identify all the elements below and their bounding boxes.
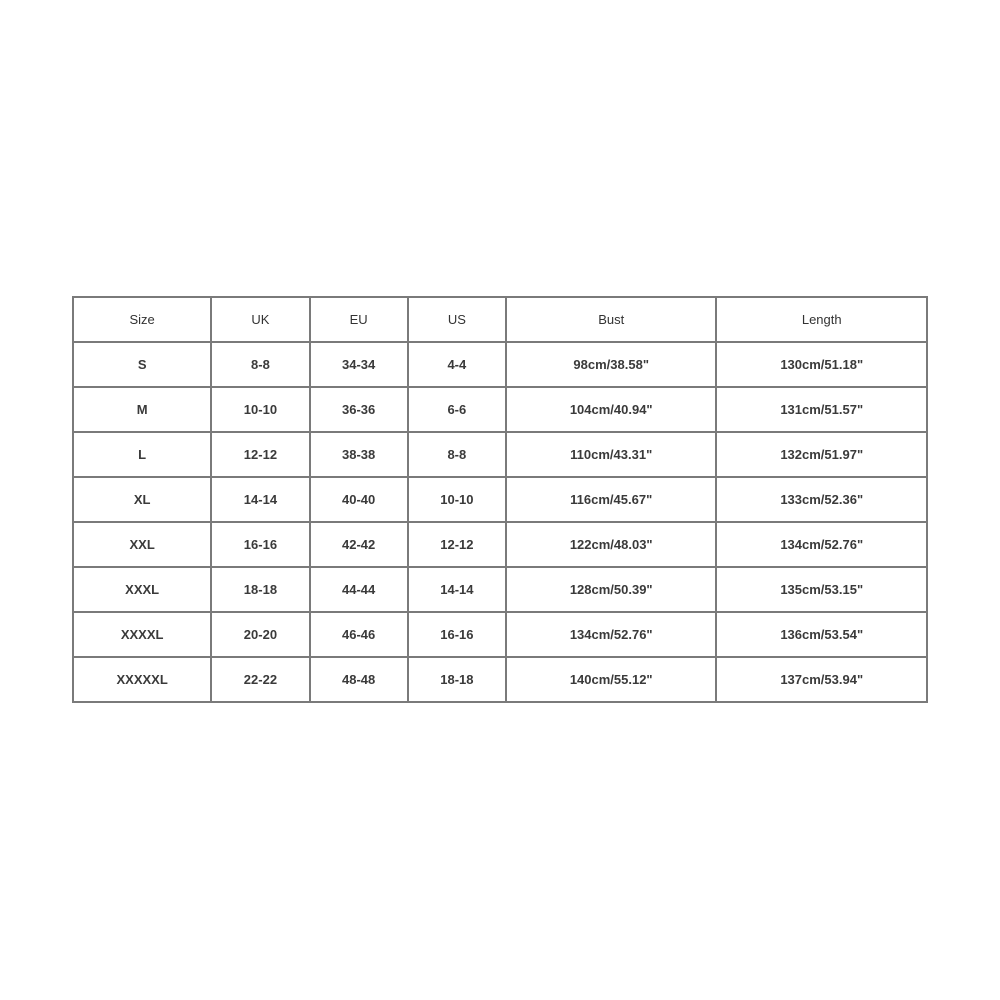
cell-us: 8-8: [408, 432, 506, 477]
cell-eu: 46-46: [310, 612, 408, 657]
cell-length: 134cm/52.76": [716, 522, 927, 567]
cell-uk: 8-8: [211, 342, 309, 387]
cell-uk: 12-12: [211, 432, 309, 477]
cell-size: XXXXXL: [73, 657, 211, 702]
cell-uk: 16-16: [211, 522, 309, 567]
cell-us: 14-14: [408, 567, 506, 612]
cell-bust: 104cm/40.94": [506, 387, 716, 432]
cell-bust: 110cm/43.31": [506, 432, 716, 477]
table-row: [73, 432, 927, 477]
table-row: [73, 387, 927, 432]
cell-size: XXL: [73, 522, 211, 567]
cell-uk: 20-20: [211, 612, 309, 657]
cell-length: 136cm/53.54": [716, 612, 927, 657]
cell-bust: 116cm/45.67": [506, 477, 716, 522]
table-row: [73, 342, 927, 387]
cell-eu: 34-34: [310, 342, 408, 387]
cell-uk: 18-18: [211, 567, 309, 612]
cell-bust: 134cm/52.76": [506, 612, 716, 657]
cell-length: 137cm/53.94": [716, 657, 927, 702]
cell-eu: 40-40: [310, 477, 408, 522]
cell-eu: 48-48: [310, 657, 408, 702]
cell-length: 131cm/51.57": [716, 387, 927, 432]
cell-bust: 122cm/48.03": [506, 522, 716, 567]
cell-length: 132cm/51.97": [716, 432, 927, 477]
cell-size: M: [73, 387, 211, 432]
table-row: [73, 477, 927, 522]
cell-us: 18-18: [408, 657, 506, 702]
size-chart-table: [72, 296, 928, 703]
cell-size: L: [73, 432, 211, 477]
table-row: [73, 522, 927, 567]
cell-length: 133cm/52.36": [716, 477, 927, 522]
cell-size: S: [73, 342, 211, 387]
table-header-row: [73, 297, 927, 342]
cell-size: XXXL: [73, 567, 211, 612]
cell-eu: 42-42: [310, 522, 408, 567]
header-eu: EU: [310, 297, 408, 342]
cell-us: 4-4: [408, 342, 506, 387]
header-bust: Bust: [506, 297, 716, 342]
cell-uk: 14-14: [211, 477, 309, 522]
cell-eu: 44-44: [310, 567, 408, 612]
header-us: US: [408, 297, 506, 342]
header-uk: UK: [211, 297, 309, 342]
cell-us: 16-16: [408, 612, 506, 657]
cell-us: 6-6: [408, 387, 506, 432]
table-row: [73, 657, 927, 702]
cell-bust: 98cm/38.58": [506, 342, 716, 387]
table-row: [73, 567, 927, 612]
cell-uk: 22-22: [211, 657, 309, 702]
cell-bust: 128cm/50.39": [506, 567, 716, 612]
cell-size: XL: [73, 477, 211, 522]
cell-uk: 10-10: [211, 387, 309, 432]
cell-size: XXXXL: [73, 612, 211, 657]
header-length: Length: [716, 297, 927, 342]
cell-eu: 36-36: [310, 387, 408, 432]
header-size: Size: [73, 297, 211, 342]
cell-length: 130cm/51.18": [716, 342, 927, 387]
cell-bust: 140cm/55.12": [506, 657, 716, 702]
cell-length: 135cm/53.15": [716, 567, 927, 612]
cell-us: 12-12: [408, 522, 506, 567]
table-row: [73, 612, 927, 657]
cell-us: 10-10: [408, 477, 506, 522]
cell-eu: 38-38: [310, 432, 408, 477]
